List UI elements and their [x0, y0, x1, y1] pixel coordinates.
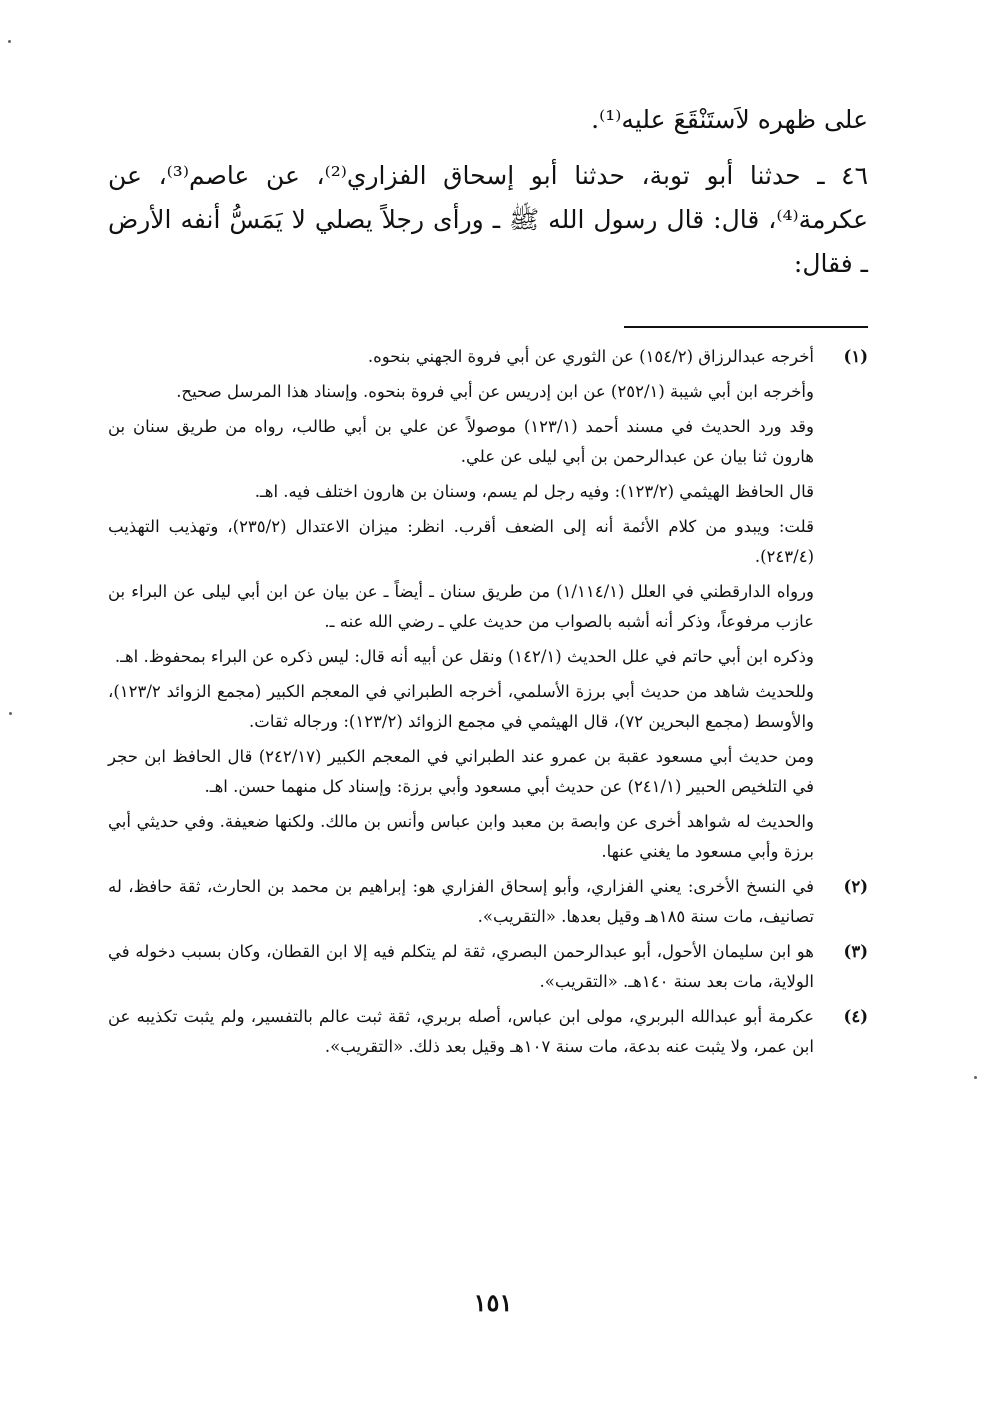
- footnote-number: (٢): [843, 877, 868, 896]
- footnote-paragraph: والحديث له شواهد أخرى عن وابصة بن معبد وابن عباس وأنس بن مالك. ولكنها ضعيفة. وفي حديثي أبي برزة وأبي مسعود ما يغني عنها.: [108, 812, 814, 861]
- footnote-paragraph: وللحديث شاهد من حديث أبي برزة الأسلمي، أخرجه الطبراني في المعجم الكبير (مجمع الزوائد ١٢٣/٢)، والأوسط (مجمع البحرين ٧٢)، قال الهيثمي في مجمع الزوائد (١٢٣/٢): ورجاله ثقات.: [108, 682, 814, 731]
- footnote-paragraph: قلت: ويبدو من كلام الأئمة أنه إلى الضعف أقرب. انظر: ميزان الاعتدال (٢٣٥/٢)، وتهذيب التهذيب (٢٤٣/٤).: [108, 517, 814, 566]
- footnotes: [108, 342, 868, 1067]
- footnote-paragraph: وذكره ابن أبي حاتم في علل الحديث (١٤٢/١) ونقل عن أبيه أنه قال: ليس ذكره عن البراء بمحفوظ. اهـ.: [114, 647, 814, 666]
- footnote-1: [108, 342, 868, 867]
- footnote-number: (٤): [843, 1007, 868, 1026]
- scan-speck: [8, 40, 11, 43]
- footnote-4: [108, 1002, 868, 1062]
- page-number: ١٥١: [473, 1288, 513, 1317]
- footnote-paragraph: عكرمة أبو عبدالله البربري، مولى ابن عباس، أصله بربري، ثقة ثبت عالم بالتفسير، ولم يثبت تكذيبه عن ابن عمر، ولا يثبت عنه بدعة، مات سنة ١٠٧هـ وقيل بعد ذلك. «التقريب».: [108, 1007, 814, 1056]
- footnote-paragraph: وقد ورد الحديث في مسند أحمد (١٢٣/١) موصولاً عن علي بن أبي طالب، رواه من طريق سنان بن هارون ثنا بيان عن عبدالرحمن بن أبي ليلى عن علي.: [108, 417, 814, 466]
- footnote-paragraph: هو ابن سليمان الأحول، أبو عبدالرحمن البصري، ثقة لم يتكلم فيه إلا ابن القطان، وكان بسبب دخوله في الولاية، مات بعد سنة ١٤٠هـ. «التقريب».: [108, 942, 814, 991]
- footnote-number: (١): [843, 347, 868, 366]
- main-text-line: على ظهره لاَستَنْقَعَ عليه⁽¹⁾.: [591, 105, 868, 134]
- scan-speck: [9, 712, 12, 715]
- footnote-2: [108, 872, 868, 932]
- scan-speck: [974, 1076, 977, 1079]
- footnote-separator: [624, 326, 868, 328]
- footnote-paragraph: قال الحافظ الهيثمي (١٢٣/٢): وفيه رجل لم يسم، وسنان بن هارون اختلف فيه. اهـ.: [254, 482, 814, 501]
- footnote-paragraph: ومن حديث أبي مسعود عقبة بن عمرو عند الطبراني في المعجم الكبير (٢٤٢/١٧) قال الحافظ ابن حجر في التلخيص الحبير (٢٤١/١) عن حديث أبي مسعود وأبي برزة: وإسناد كل منهما حسن. اهـ.: [108, 747, 815, 796]
- footnote-paragraph: أخرجه عبدالرزاق (١٥٤/٢) عن الثوري عن أبي فروة الجهني بنحوه.: [367, 347, 814, 366]
- hadith-46: ٤٦ ـ حدثنا أبو توبة، حدثنا أبو إسحاق الفزاري⁽²⁾، عن عاصم⁽³⁾، عن عكرمة⁽⁴⁾، قال: قال رسول الله ﷺ ـ ورأى رجلاً يصلي لا يَمَسُّ أنفه الأرض ـ فقال:: [108, 161, 868, 278]
- footnote-number: (٣): [843, 942, 868, 961]
- footnote-paragraph: ورواه الدارقطني في العلل (١/١١٤/١) من طريق سنان ـ أيضاً ـ عن بيان عن ابن أبي ليلى عن البراء بن عازب مرفوعاً، وذكر أنه أشبه بالصواب من حديث علي ـ رضي الله عنه ـ.: [108, 582, 814, 631]
- footnote-paragraph: وأخرجه ابن أبي شيبة (٢٥٢/١) عن ابن إدريس عن أبي فروة بنحوه. وإسناد هذا المرسل صحيح.: [176, 382, 814, 401]
- footnote-3: [108, 937, 868, 997]
- main-text: [108, 98, 868, 286]
- footnote-paragraph: في النسخ الأخرى: يعني الفزاري، وأبو إسحاق الفزاري هو: إبراهيم بن محمد بن الحارث، ثقة حافظ، له تصانيف، مات سنة ١٨٥هـ وقيل بعدها. «التقريب».: [108, 877, 814, 926]
